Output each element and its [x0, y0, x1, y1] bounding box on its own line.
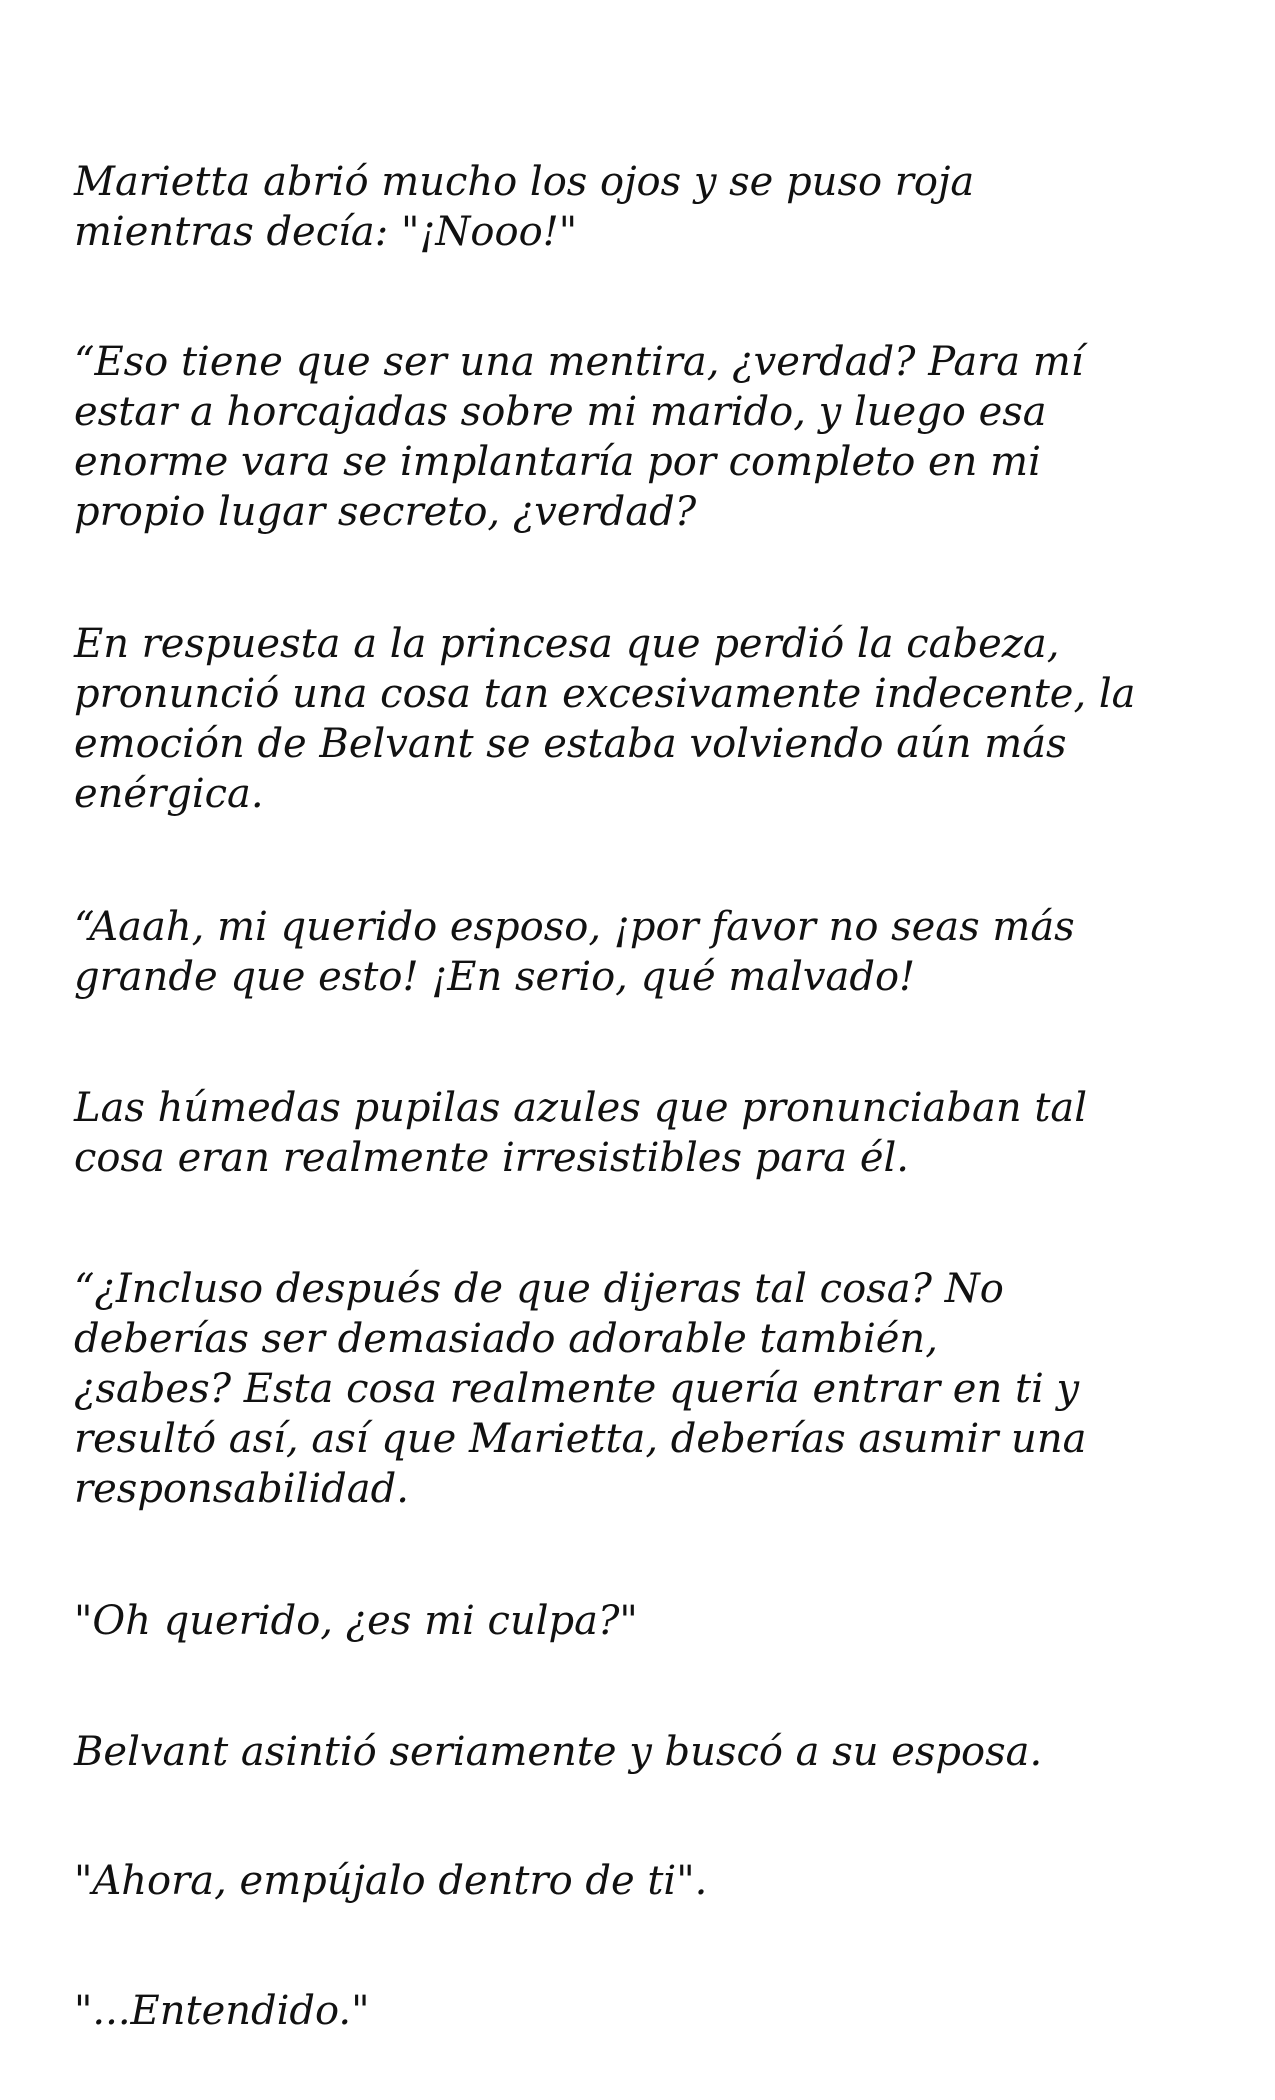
paragraph-1: Marietta abrió mucho los ojos y se puso roja mientras decía: "¡Nooo!" — [74, 159, 975, 255]
paragraph-7: "Oh querido, ¿es mi culpa?" — [74, 1598, 638, 1644]
paragraph-4: “Aaah, mi querido esposo, ¡por favor no seas más grande que esto! ¡En serio, qué malvado! — [74, 904, 1075, 1000]
paragraph-9: "Ahora, empújalo dentro de ti". — [74, 1858, 708, 1904]
paragraph-3: En respuesta a la princesa que perdió la cabeza, pronunció una cosa tan excesivamente indecente, la emoción de Belvant se estaba volviendo aún más enérgica. — [74, 621, 1136, 817]
paragraph-10: "...Entendido." — [74, 1988, 370, 2034]
paragraph-6: “¿Incluso después de que dijeras tal cosa? No deberías ser demasiado adorable también, ¿sabes? Esta cosa realmente quería entrar en ti y resultó así, así que Marietta, deberías asumir una responsabilidad. — [74, 1266, 1087, 1512]
paragraph-5: Las húmedas pupilas azules que pronunciaban tal cosa eran realmente irresistibles para él. — [74, 1085, 1088, 1181]
paragraph-8: Belvant asintió seriamente y buscó a su esposa. — [74, 1729, 1043, 1775]
paragraph-2: “Eso tiene que ser una mentira, ¿verdad? Para mí estar a horcajadas sobre mi marido, y luego esa enorme vara se implantaría por completo en mi propio lugar secreto, ¿verdad? — [74, 339, 1084, 535]
